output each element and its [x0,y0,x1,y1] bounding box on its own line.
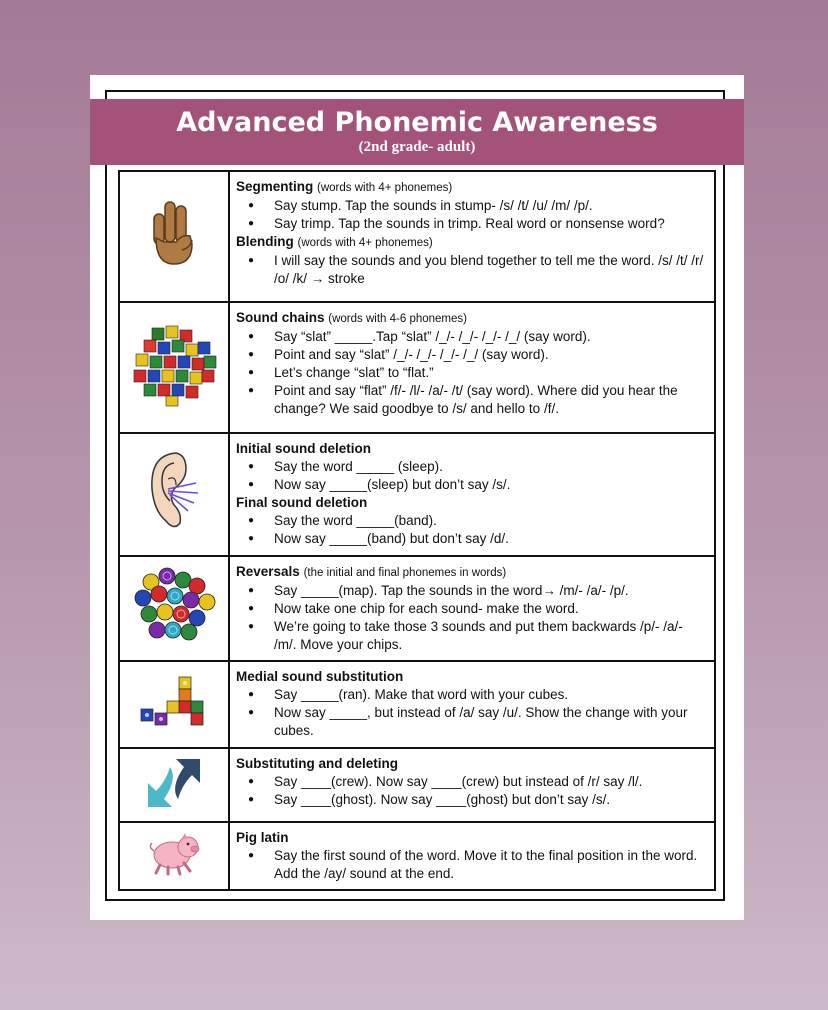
activity-icon-cell [119,171,229,302]
section-list [236,686,706,740]
section-list [236,252,706,288]
section-list [236,512,706,548]
section-heading [236,755,706,773]
activity-row [119,171,715,302]
list-item: ● Say stump. Tap the sounds in stump- /s/ /t/ /u/ /m/ /p/. [236,197,706,215]
section-heading [236,178,706,197]
section-heading [236,829,706,847]
section-heading-text: Final sound deletion [236,495,368,510]
activity-text-cell [229,433,715,556]
list-item: ● Say _____(map). Tap the sounds in the word→ /m/- /a/- /p/. [236,582,706,600]
activity-row [119,661,715,748]
section-heading-text: Initial sound deletion [236,441,371,456]
list-item: ● Say the word _____ (sleep). [236,458,706,476]
page-subtitle: (2nd grade- adult) [358,139,476,155]
worksheet-page [90,75,744,920]
list-item: ● Say ____(crew). Now say ____(crew) but instead of /r/ say /l/. [236,773,706,791]
activity-icon-cell [119,661,229,748]
activity-icon-cell [119,433,229,556]
section-list [236,197,706,233]
activity-row [119,302,715,433]
section-heading-text: Segmenting [236,179,314,194]
list-item: ● Say _____(ran). Make that word with your cubes. [236,686,706,704]
activity-text-cell [229,822,715,890]
section-heading [236,494,706,512]
section-heading-text: Substituting and deleting [236,756,398,771]
section-heading [236,440,706,458]
section-heading [236,563,706,582]
three-fingers-hand-icon [152,200,196,268]
activity-icon-cell [119,302,229,433]
colored-blocks-icon [130,322,218,408]
section-heading-text: Reversals [236,564,300,579]
activity-row [119,748,715,822]
list-item: ● Now take one chip for each sound- make the word. [236,600,706,618]
section-list [236,847,706,883]
activity-text-cell [229,661,715,748]
activity-text-cell [229,556,715,661]
activity-text-cell [229,171,715,302]
swap-arrows-icon [142,755,206,811]
ear-icon [146,449,202,535]
list-item: ● Point and say “slat” /_/- /_/- /_/- /_/ (say word). [236,346,706,364]
section-heading-text: Blending [236,234,294,249]
section-heading [236,668,706,686]
list-item: ● Now say _____, but instead of /a/ say /u/. Show the change with your cubes. [236,704,706,740]
activity-row [119,822,715,890]
colored-chips-icon [131,566,217,646]
list-item: ● Now say _____(sleep) but don’t say /s/. [236,476,706,494]
list-item: ● Now say _____(band) but don’t say /d/. [236,530,706,548]
section-list [236,328,706,418]
title-banner [90,99,744,165]
section-note: (words with 4-6 phonemes) [328,313,467,325]
list-item: ● Say the word _____(band). [236,512,706,530]
list-item: ● Say trimp. Tap the sounds in trimp. Real word or nonsense word? [236,215,706,233]
list-item: ● We’re going to take those 3 sounds and put them backwards /p/- /a/- /m/. Move your chips. [236,618,706,654]
section-heading-text: Medial sound substitution [236,669,404,684]
list-item: ● Say the first sound of the word. Move it to the final position in the word. Add the /ay/ sound at the end. [236,847,706,883]
section-list [236,458,706,494]
activity-icon-cell [119,822,229,890]
activity-icon-cell [119,748,229,822]
activity-text-cell [229,748,715,822]
activity-text-cell [229,302,715,433]
activity-row [119,556,715,661]
list-item: ● Say ____(ghost). Now say ____(ghost) but don’t say /s/. [236,791,706,809]
section-note: (words with 4+ phonemes) [297,237,433,249]
pig-icon [146,831,202,877]
section-heading [236,309,706,328]
section-heading [236,233,706,252]
section-heading-text: Pig latin [236,830,289,845]
activity-table [118,170,716,891]
section-list [236,582,706,654]
activity-row [119,433,715,556]
page-title: Advanced Phonemic Awareness [176,107,658,138]
section-note: (words with 4+ phonemes) [317,182,453,194]
section-heading-text: Sound chains [236,310,325,325]
list-item: ● Point and say “flat” /f/- /l/- /a/- /t/ (say word). Where did you hear the change? We said goodbye to /s/ and hello to /f/. [236,382,706,418]
list-item: ● Let’s change “slat” to “flat.” [236,364,706,382]
section-note: (the initial and final phonemes in words) [303,567,507,579]
section-list [236,773,706,809]
activity-icon-cell [119,556,229,661]
linking-cubes-icon [137,675,211,729]
list-item: ● I will say the sounds and you blend together to tell me the word. /s/ /t/ /r/ /o/ /k/ → stroke [236,252,706,288]
list-item: ● Say “slat” _____.Tap “slat” /_/- /_/- /_/- /_/ (say word). [236,328,706,346]
